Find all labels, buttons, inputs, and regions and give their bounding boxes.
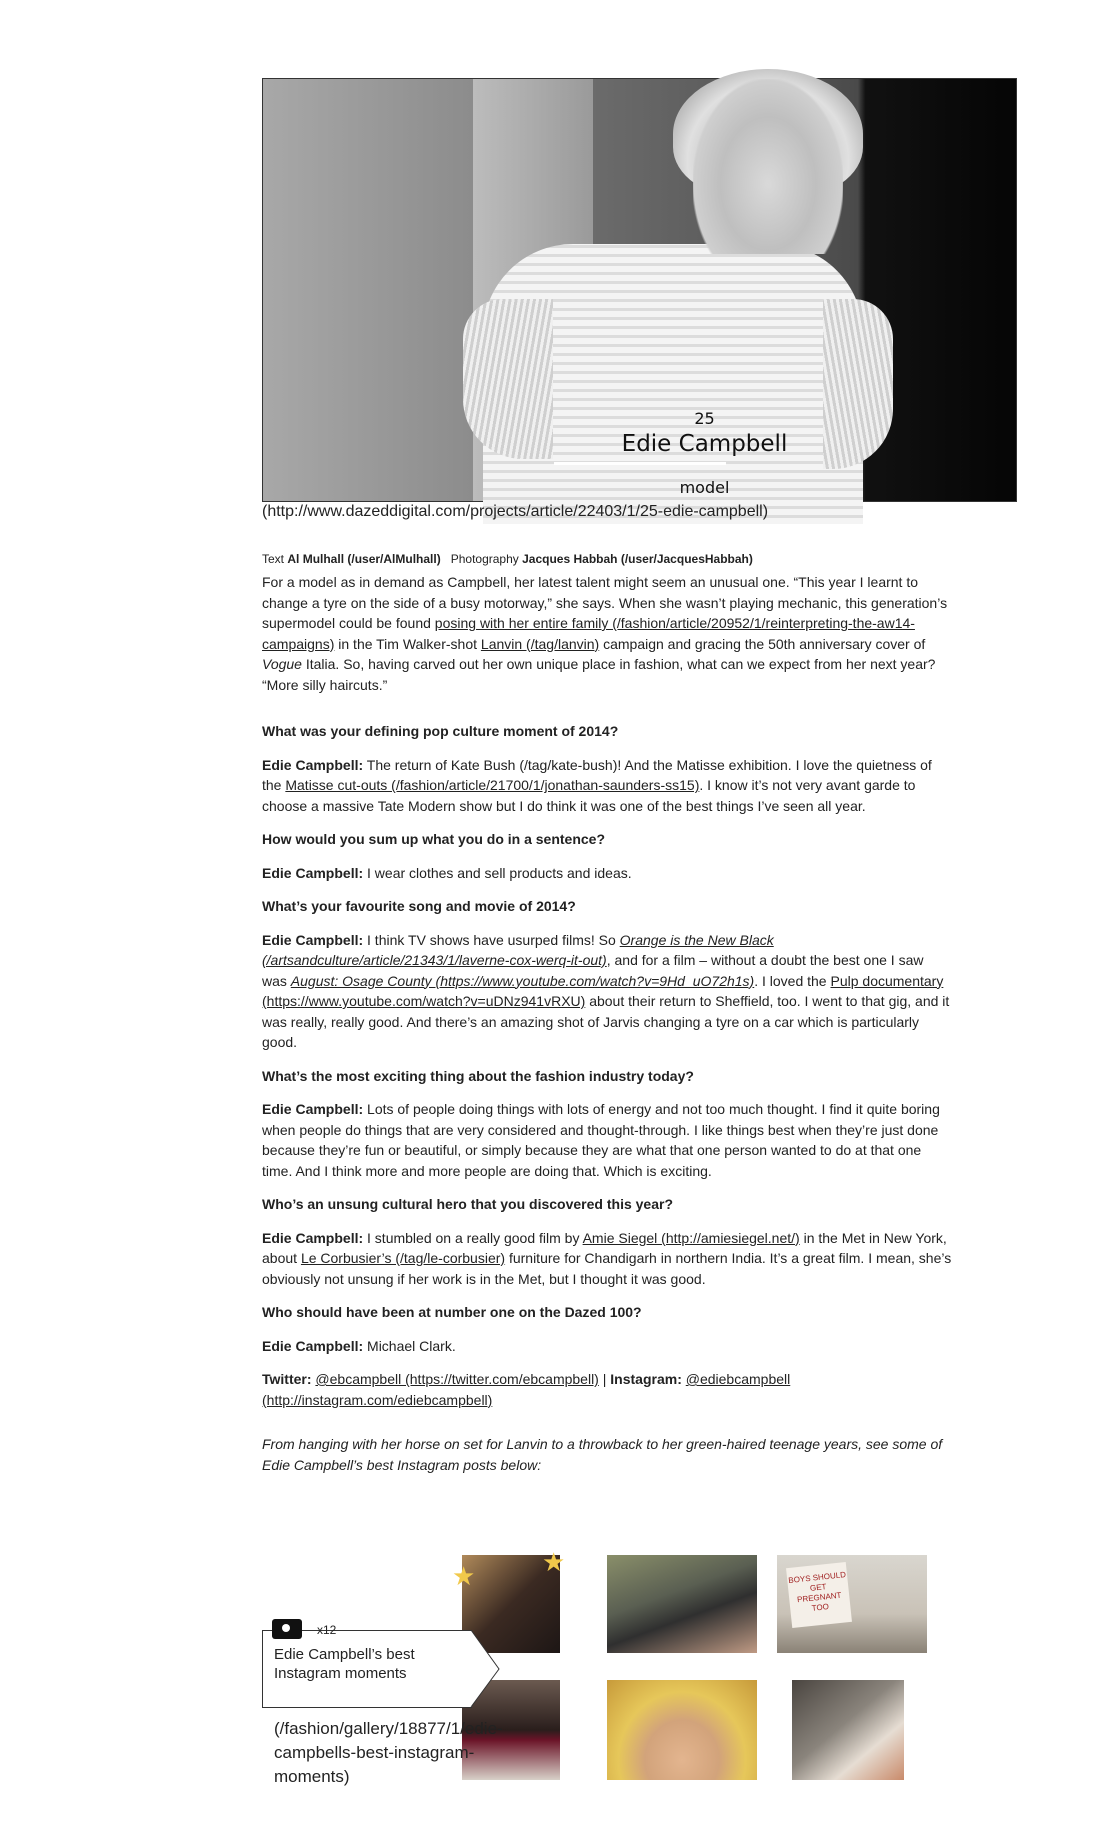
matisse-link[interactable]: Matisse cut-outs (/fashion/article/21700/1/jonathan-saunders-ss15) [285, 777, 700, 793]
gallery-count: x12 [317, 1623, 337, 1637]
question-4: What’s the most exciting thing about the fashion industry today? [262, 1067, 694, 1084]
star-icon: ★ [542, 1547, 566, 1577]
vogue-title: Vogue [262, 656, 302, 672]
hero-name: Edie Campbell [621, 431, 788, 457]
question-6: Who should have been at number one on the Dazed 100? [262, 1304, 642, 1320]
intro-text: Italia. So, having carved out her own unique place in fashion, what can we expect from her next year? “More silly haircuts.” [262, 656, 936, 693]
hero-underline [554, 462, 726, 465]
speaker-label: Edie Campbell: [262, 1229, 364, 1246]
answer-text: The return of Kate Bush [363, 756, 520, 773]
credits-text-label: Text [262, 552, 285, 566]
credits-photo-label: Photography [450, 552, 519, 566]
answer-text: I stumbled on a really good film by [363, 1229, 583, 1246]
gallery-thumb-6[interactable] [792, 1680, 904, 1780]
answer-text: ! And the Matisse exhibition. I love the quietness of the [262, 756, 932, 793]
outro-text: From hanging with her horse on set for Lanvin to a throwback to her green-haired teenage years, see some of Edie Campbell’s best Instagram posts below: [262, 1436, 943, 1473]
family-link[interactable]: posing with her entire family (/fashion/article/20952/1/reinterpreting-the-aw14-campaigns) [262, 615, 915, 652]
speaker-label: Edie Campbell: [262, 931, 364, 948]
answer-text: about their return to Sheffield, too. I went to that gig, and it was really, really good. And there’s an amazing shot of Jarvis changing a tyre on a car which is particularly good. [262, 993, 950, 1050]
intro-text: campaign and gracing the 50th anniversary cover of [599, 635, 926, 652]
answer-text: . I know it’s not very avant garde to choose a massive Tate Modern show but I do think it was one of the best things I’ve seen all year. [262, 777, 916, 814]
protest-sign: BOYS SHOULD GET PREGNANT TOO [786, 1562, 852, 1628]
social-links [262, 1369, 952, 1410]
answer-5 [262, 1228, 952, 1290]
orange-link[interactable]: Orange is the New Black (/artsandculture/article/21343/1/laverne-cox-werq-it-out) [262, 931, 774, 968]
speaker-label: Edie Campbell: [262, 864, 364, 881]
answer-text: I think TV shows have usurped films! So [363, 931, 620, 948]
answer-text: Michael Clark. [363, 1337, 456, 1354]
answer-text: , and for a film – without a doubt the best one I saw was [262, 952, 924, 989]
camera-icon [272, 1619, 302, 1639]
speaker-label: Edie Campbell: [262, 1101, 364, 1117]
lanvin-link[interactable]: Lanvin (/tag/lanvin) [480, 635, 600, 652]
question-1: What was your defining pop culture moment of 2014? [262, 723, 619, 739]
amie-siegel-link[interactable]: Amie Siegel (http://amiesiegel.net/) [582, 1229, 800, 1246]
speaker-label: Edie Campbell: [262, 756, 364, 773]
credits-photo-author[interactable]: Jacques Habbah (/user/JacquesHabbah) [522, 552, 753, 566]
twitter-label: Twitter: [262, 1371, 312, 1387]
answer-4 [262, 1099, 952, 1181]
intro-text: in the Tim Walker-shot [334, 635, 481, 652]
twitter-link[interactable]: @ebcampbell (https://twitter.com/ebcampbell) [315, 1371, 599, 1387]
answer-1 [262, 755, 952, 817]
instagram-link[interactable]: @ediebcampbell (http://instagram.com/ediebcampbell) [262, 1371, 791, 1408]
pulp-link[interactable]: Pulp documentary (https://www.youtube.com/watch?v=uDNz941vRXU) [262, 972, 944, 1009]
star-icon: ★ [452, 1561, 476, 1591]
answer-text: in the Met in New York, about [262, 1229, 947, 1266]
intro-text: For a model as in demand as Campbell, her latest talent might seem an unusual one. “This year I learnt to change a tyre on the side of a busy motorway,” she says. When she wasn’t playing mechanic, this generation’s supermodel could be found [262, 574, 948, 631]
kate-bush-link[interactable]: (/tag/kate-bush) [519, 756, 618, 773]
answer-6 [262, 1336, 952, 1357]
gallery-thumb-2[interactable] [607, 1555, 757, 1653]
face-shape [693, 79, 843, 254]
answer-text: Lots of people doing things with lots of energy and not too much thought. I find it quite boring when people do things that are very considered and thought-through. I like things best when they’re just done because they’re fun or beautiful, or simply because they are what that one person wanted to do at that one time. And I think more and more people are doing that. Which is exciting. [262, 1101, 940, 1179]
osage-link[interactable]: August: Osage County (https://www.youtube.com/watch?v=9Hd_uO72h1s) [290, 972, 755, 989]
question-5: Who’s an unsung cultural hero that you discovered this year? [262, 1196, 673, 1212]
hero-image[interactable] [262, 78, 1017, 502]
credits [262, 552, 753, 566]
hero-role: model [679, 478, 730, 497]
credits-text-author[interactable]: Al Mulhall (/user/AlMulhall) [287, 552, 441, 566]
hero-number: 25 [694, 409, 715, 428]
answer-text: furniture for Chandigarh in northern India. It’s a great film. I mean, she’s obviously not unsung if her work is in the Met, but I thought it was good. [262, 1250, 952, 1287]
speaker-label: Edie Campbell: [262, 1337, 364, 1354]
instagram-label: Instagram: [610, 1371, 682, 1387]
question-2: How would you sum up what you do in a sentence? [262, 831, 606, 847]
gallery-thumb-5[interactable] [607, 1680, 757, 1780]
answer-3 [262, 930, 952, 1053]
instagram-gallery[interactable] [262, 1547, 952, 1840]
question-3: What’s your favourite song and movie of 2014? [262, 898, 576, 914]
article-body [262, 572, 952, 1488]
intro-paragraph [262, 572, 952, 695]
answer-2 [262, 863, 952, 884]
answer-text: . I loved the [754, 972, 831, 989]
gallery-link[interactable]: (/fashion/gallery/18877/1/edie-campbells-best-instagram-moments) [274, 1719, 503, 1786]
hero-link[interactable]: (http://www.dazeddigital.com/projects/article/22403/1/25-edie-campbell) [262, 503, 769, 520]
gallery-thumb-3[interactable] [777, 1555, 927, 1653]
gallery-label-arrow [471, 1630, 501, 1708]
answer-text: I wear clothes and sell products and ideas. [363, 864, 632, 881]
le-corbusier-link[interactable]: Le Corbusier’s (/tag/le-corbusier) [300, 1250, 506, 1266]
gallery-title[interactable]: Edie Campbell’s best Instagram moments [274, 1646, 415, 1682]
social-separator: | [598, 1371, 611, 1387]
